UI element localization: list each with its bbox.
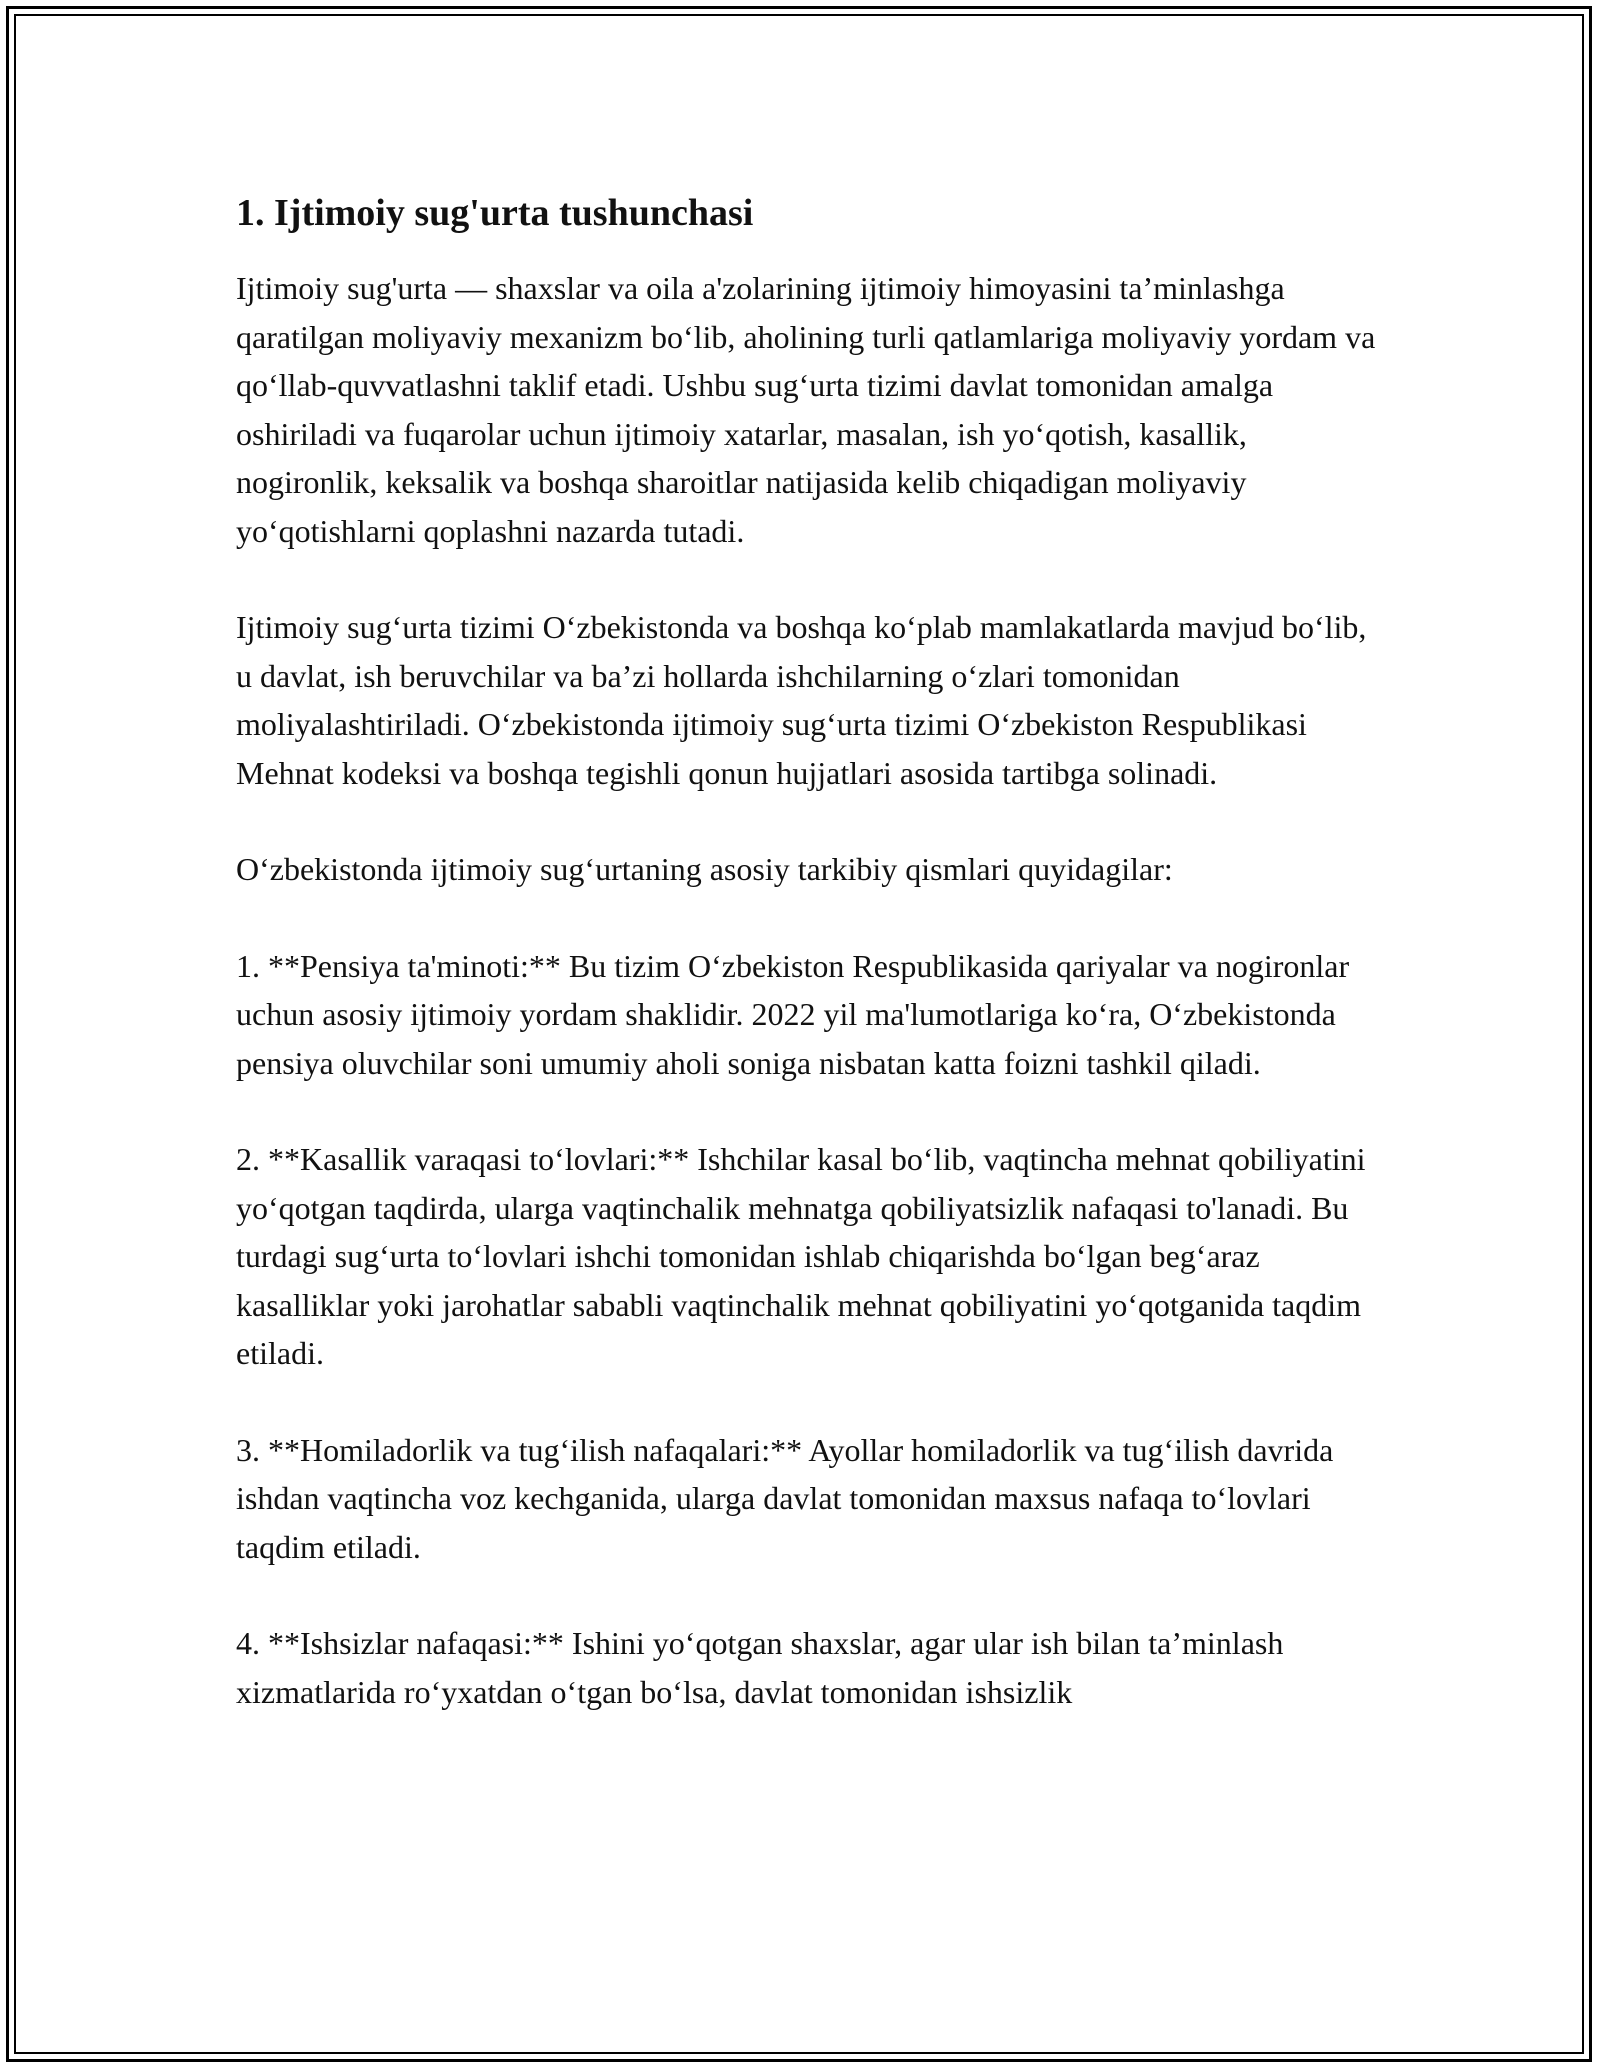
document-body xyxy=(236,188,1376,1764)
list-item-sick-leave: 2. **Kasallik varaqasi to‘lovlari:** Ishchilar kasal bo‘lib, vaqtincha mehnat qobiliyatini yo‘qotgan taqdirda, ularga vaqtinchalik mehnatga qobiliyatsizlik nafaqasi to'lanadi. Bu turdagi sug‘urta to‘lovlari ishchi tomonidan ishlab chiqarishda bo‘lgan beg‘araz kasalliklar yoki jarohatlar sababli vaqtinchalik mehnat qobiliyatini yo‘qotganida taqdim etiladi. xyxy=(236,1141,1366,1371)
paragraph-components-intro: O‘zbekistonda ijtimoiy sug‘urtaning asosiy tarkibiy qismlari quyidagilar: xyxy=(236,851,1173,887)
section-heading: 1. Ijtimoiy sug'urta tushunchasi xyxy=(236,192,754,234)
paragraph-intro: Ijtimoiy sug'urta — shaxslar va oila a'zolarining ijtimoiy himoyasini ta’minlashga qaratilgan moliyaviy mexanizm bo‘lib, aholining turli qatlamlariga moliyaviy yordam va qo‘llab-quvvatlashni taklif etadi. Ushbu sug‘urta tizimi davlat tomonidan amalga oshiriladi va fuqarolar uchun ijtimoiy xatarlar, masalan, ish yo‘qotish, kasallik, nogironlik, keksalik va boshqa sharoitlar natijasida kelib chiqadigan moliyaviy yo‘qotishlarni qoplashni nazarda tutadi. xyxy=(236,270,1376,549)
paragraph-system: Ijtimoiy sug‘urta tizimi O‘zbekistonda va boshqa ko‘plab mamlakatlarda mavjud bo‘lib, u davlat, ish beruvchilar va ba’zi hollarda ishchilarning o‘zlari tomonidan moliyalashtiriladi. O‘zbekistonda ijtimoiy sug‘urta tizimi O‘zbekiston Respublikasi Mehnat kodeksi va boshqa tegishli qonun hujjatlari asosida tartibga solinadi. xyxy=(236,609,1367,791)
list-item-unemployment: 4. **Ishsizlar nafaqasi:** Ishini yo‘qotgan shaxslar, agar ular ish bilan ta’minlash xizmatlarida ro‘yxatdan o‘tgan bo‘lsa, davlat tomonidan ishsizlik xyxy=(236,1625,1284,1710)
list-item-pension: 1. **Pensiya ta'minoti:** Bu tizim O‘zbekiston Respublikasida qariyalar va nogironlar uchun asosiy ijtimoiy yordam shaklidir. 2022 yil ma'lumotlariga ko‘ra, O‘zbekistonda pensiya oluvchilar soni umumiy aholi soniga nisbatan katta foizni tashkil qiladi. xyxy=(236,947,1350,1081)
list-item-maternity: 3. **Homiladorlik va tug‘ilish nafaqalari:** Ayollar homiladorlik va tug‘ilish davrida ishdan vaqtincha voz kechganida, ularga davlat tomonidan maxsus nafaqa to‘lovlari taqdim etiladi. xyxy=(236,1431,1334,1565)
